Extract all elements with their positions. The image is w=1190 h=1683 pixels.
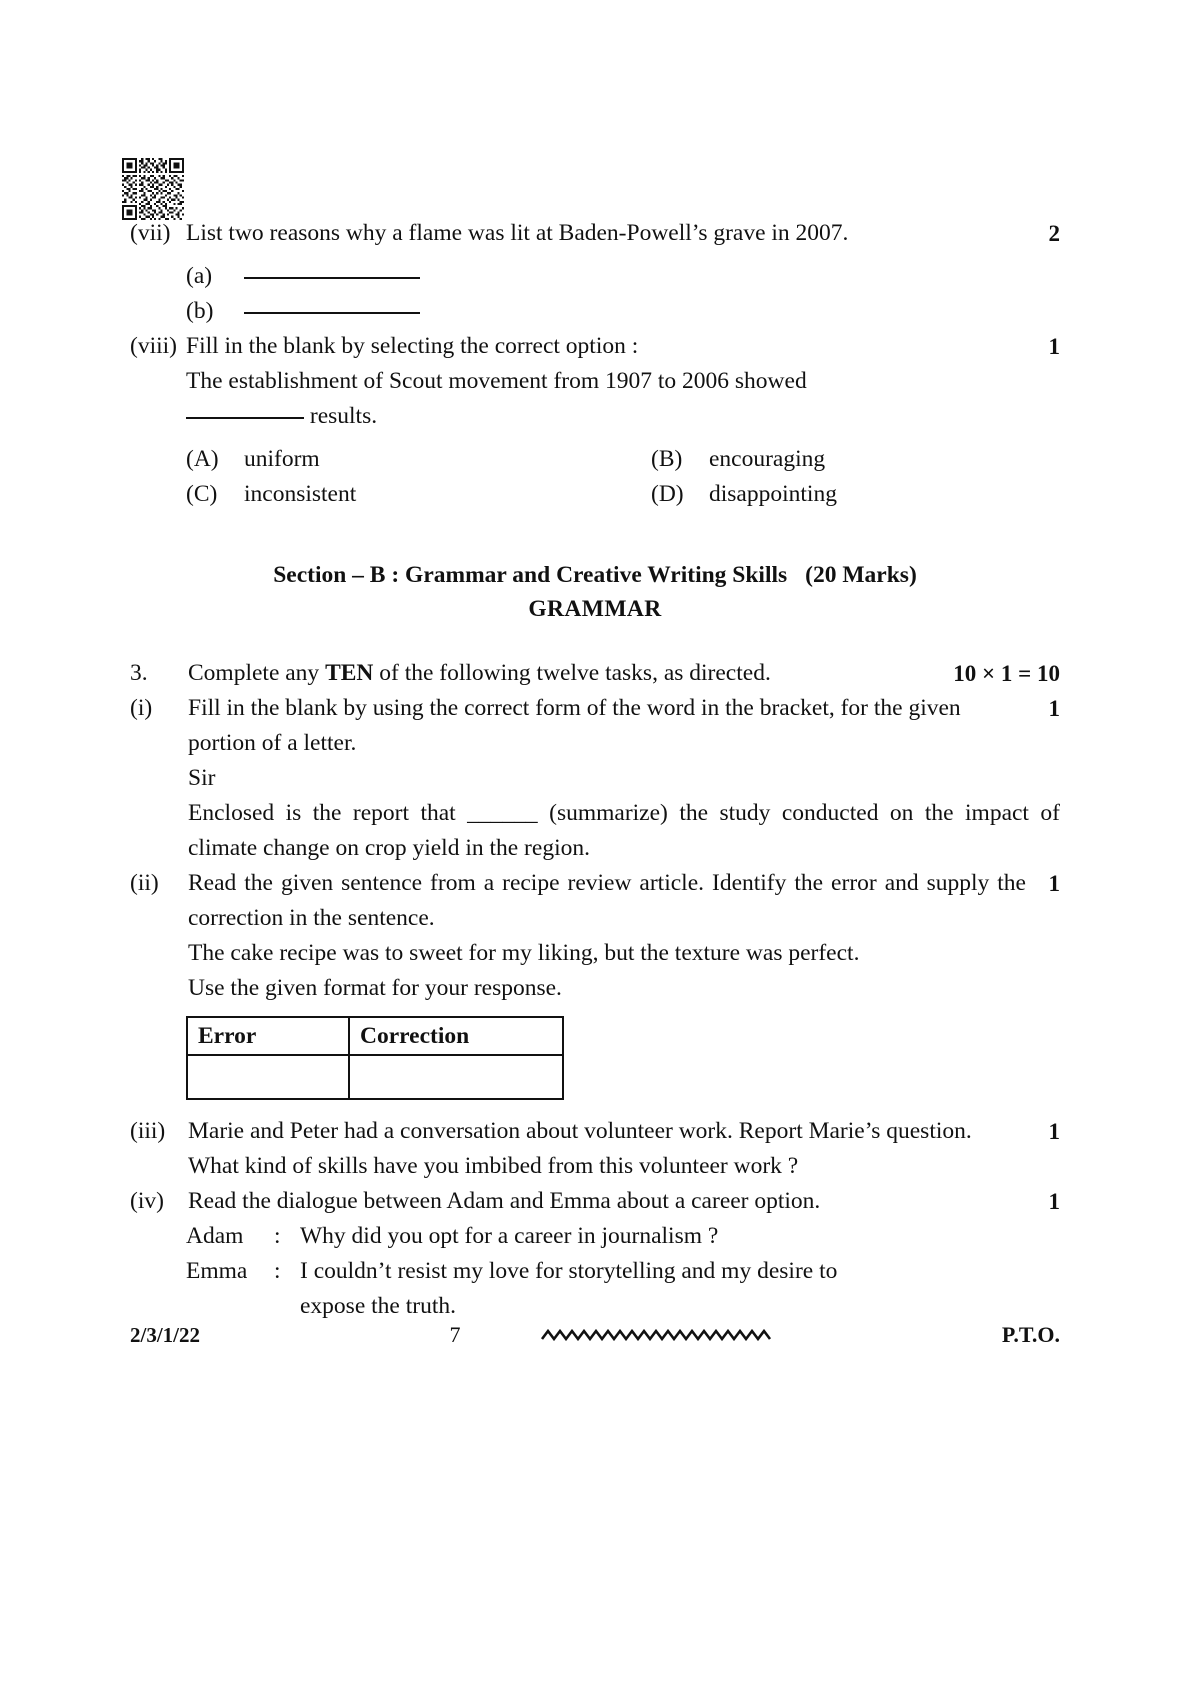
qr-code-icon <box>122 158 184 220</box>
error-correction-table <box>186 1016 564 1100</box>
dialogue-line-adam <box>186 1219 1060 1254</box>
task-i-marker: (i) <box>130 695 153 721</box>
question-viii <box>130 329 1060 364</box>
column-header-error: Error <box>187 1017 349 1055</box>
question-vii-marker: (vii) <box>130 220 171 246</box>
section-b-marks: (20 Marks) <box>805 562 917 588</box>
section-b-heading <box>130 558 1060 592</box>
task-iii-instruction: Marie and Peter had a conversation about volunteer work. Report Marie’s question. <box>188 1118 972 1144</box>
dialogue-colon-emma: : <box>274 1258 281 1284</box>
question-vii-blank-a <box>186 259 1116 294</box>
option-a-label: (A) <box>186 446 219 472</box>
task-ii-instruction: Read the given sentence from a recipe review article. Identify the error and supply the correction in the sentence. <box>188 870 1026 931</box>
task-iii-marks: 1 <box>1048 1119 1060 1144</box>
question-viii-marks: 1 <box>1048 334 1060 359</box>
option-a-text: uniform <box>244 446 320 472</box>
task-i-salutation: Sir <box>188 765 216 791</box>
dialogue-text-emma: I couldn’t resist my love for storytelling and my desire to <box>300 1258 838 1284</box>
mcq-option-c[interactable] <box>186 477 651 512</box>
table-row <box>187 1055 563 1099</box>
question-viii-stem-line2 <box>186 399 1060 434</box>
question-3-lead <box>188 656 940 691</box>
option-b-label: (B) <box>651 446 683 472</box>
task-iii-quote: What kind of skills have you imbibed from this volunteer work ? <box>188 1153 799 1179</box>
task-i-salutation-row <box>130 761 1060 796</box>
question-viii-stem-line2-row <box>130 399 1060 434</box>
question-viii-prompt: Fill in the blank by selecting the correct option : <box>186 333 639 359</box>
task-iv <box>130 1184 1060 1219</box>
mcq-option-b[interactable] <box>651 442 1116 477</box>
task-iii-marker: (iii) <box>130 1118 166 1144</box>
task-ii-sentence-row <box>130 936 1060 971</box>
task-ii <box>130 866 1060 936</box>
task-i-marks: 1 <box>1048 696 1060 721</box>
mcq-options-row-2 <box>186 477 1116 512</box>
cell-correction-answer[interactable] <box>349 1055 563 1099</box>
blank-b-line[interactable] <box>244 294 1116 329</box>
column-header-correction: Correction <box>349 1017 563 1055</box>
question-vii <box>130 216 1060 251</box>
question-viii-stem-line1-row <box>130 364 1060 399</box>
lead-before: Complete any <box>188 660 326 686</box>
task-ii-format-note: Use the given format for your response. <box>188 975 562 1001</box>
error-correction-table-wrap <box>186 1016 1060 1100</box>
mcq-option-d[interactable] <box>651 477 1116 512</box>
question-content <box>130 216 1060 1324</box>
page-number: 7 <box>449 1322 461 1347</box>
task-ii-format-row <box>130 971 1060 1006</box>
question-3-marks: 10 × 1 = 10 <box>953 661 1060 686</box>
question-3-number: 3. <box>130 660 148 686</box>
dialogue-speaker-emma: Emma <box>186 1258 248 1284</box>
dialogue-speaker-adam: Adam <box>186 1223 244 1249</box>
option-c-label: (C) <box>186 481 218 507</box>
mcq-options-row-1 <box>186 442 1116 477</box>
paper-code: 2/3/1/22 <box>130 1322 201 1347</box>
task-iv-marks: 1 <box>1048 1189 1060 1214</box>
answer-blank[interactable] <box>186 417 304 419</box>
task-iv-instruction: Read the dialogue between Adam and Emma about a career option. <box>188 1188 821 1214</box>
task-iii-quote-row <box>130 1149 1060 1184</box>
mcq-option-a[interactable] <box>186 442 651 477</box>
option-c-text: inconsistent <box>244 481 357 507</box>
blank-b-label: (b) <box>186 298 214 324</box>
dialogue-text-emma-continuation: expose the truth. <box>300 1293 456 1319</box>
question-viii-stem-line1: The establishment of Scout movement from 1907 to 2006 showed <box>186 368 807 394</box>
dialogue-line-emma <box>186 1254 1060 1289</box>
dialogue-text-adam: Why did you opt for a career in journalism ? <box>300 1223 719 1249</box>
task-ii-marker: (ii) <box>130 870 159 896</box>
question-vii-blank-b <box>186 294 1116 329</box>
question-3 <box>130 656 1060 691</box>
pto-label: P.T.O. <box>1001 1322 1060 1347</box>
task-ii-sentence: The cake recipe was to sweet for my liking, but the texture was perfect. <box>188 940 860 966</box>
table-header-row <box>187 1017 563 1055</box>
task-iii <box>130 1114 1060 1149</box>
task-i-passage: Enclosed is the report that ______ (summarize) the study conducted on the impact of climate change on crop yield in the region. <box>188 800 1060 861</box>
section-b-title: Section – B : Grammar and Creative Writing Skills <box>273 562 788 588</box>
stem-suffix: results. <box>309 403 378 429</box>
dialogue-colon-adam: : <box>274 1223 281 1249</box>
cell-error-answer[interactable] <box>187 1055 349 1099</box>
option-d-label: (D) <box>651 481 684 507</box>
blank-a-line[interactable] <box>244 259 1116 294</box>
grammar-subheading: GRAMMAR <box>528 596 662 622</box>
wavy-rule-decoration <box>530 1327 940 1343</box>
option-d-text: disappointing <box>709 481 837 507</box>
option-b-text: encouraging <box>709 446 826 472</box>
page-footer <box>130 1322 1060 1348</box>
question-vii-marks: 2 <box>1048 221 1060 246</box>
task-ii-marks: 1 <box>1048 871 1060 896</box>
task-i <box>130 691 1060 761</box>
lead-after: of the following twelve tasks, as directed. <box>373 660 771 686</box>
question-viii-marker: (viii) <box>130 333 177 359</box>
task-i-passage-row <box>130 796 1060 866</box>
question-vii-text: List two reasons why a flame was lit at Baden-Powell’s grave in 2007. <box>186 220 849 246</box>
blank-a-label: (a) <box>186 263 213 289</box>
lead-bold-ten: TEN <box>325 660 374 686</box>
task-iv-marker: (iv) <box>130 1188 164 1214</box>
task-i-instruction: Fill in the blank by using the correct form of the word in the bracket, for the given portion of a letter. <box>188 695 961 756</box>
